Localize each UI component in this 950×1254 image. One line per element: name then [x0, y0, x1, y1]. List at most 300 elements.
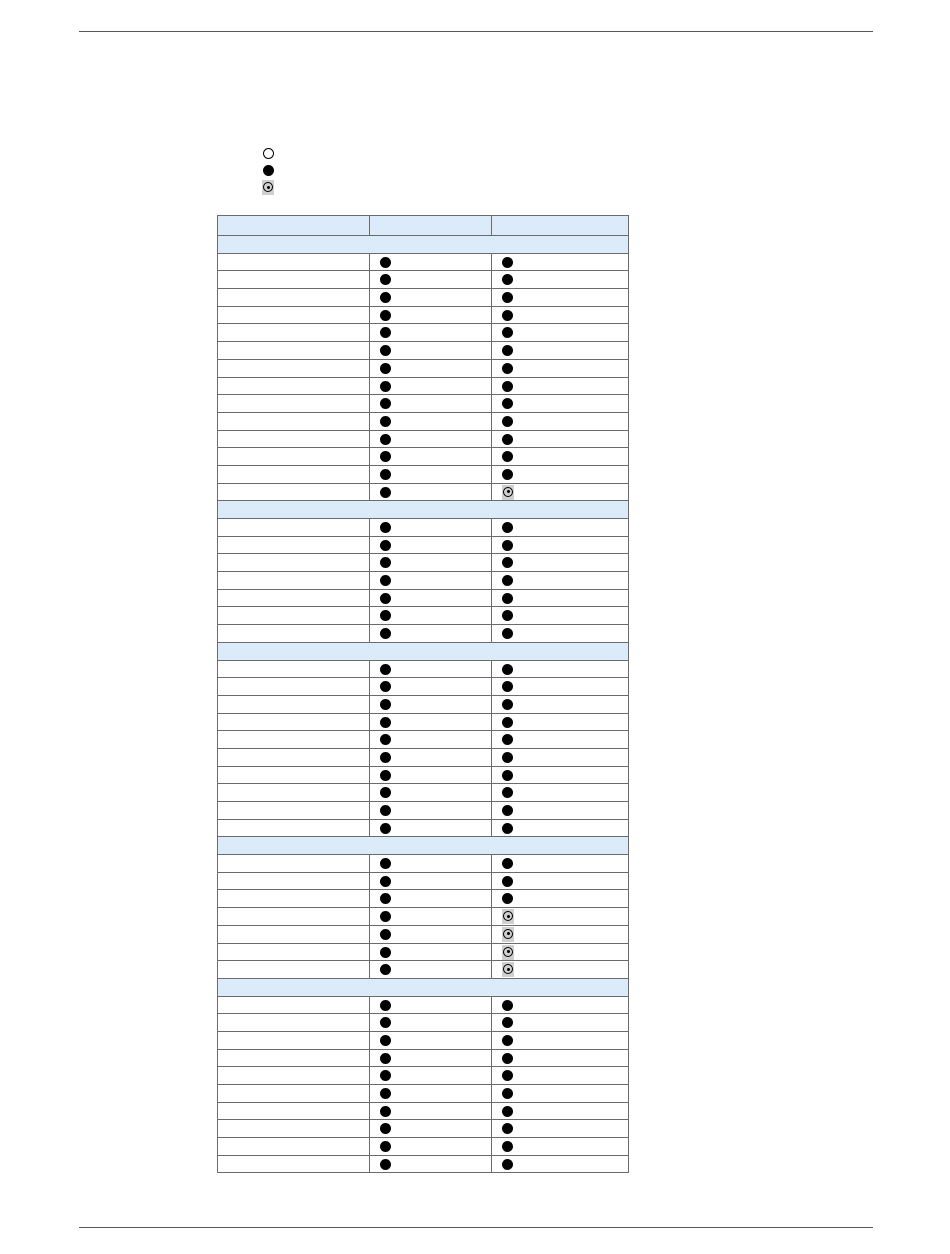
full-circle-icon	[502, 858, 513, 869]
header-cell-column-a	[370, 216, 492, 236]
full-circle-icon	[502, 327, 513, 338]
table-row	[218, 678, 629, 696]
support-cell-column-a	[370, 855, 492, 873]
support-cell-column-a	[370, 271, 492, 289]
support-cell-column-a	[370, 519, 492, 537]
support-cell-column-b	[492, 483, 629, 501]
table-row	[218, 695, 629, 713]
full-circle-icon	[502, 575, 513, 586]
full-circle-icon	[380, 1123, 391, 1134]
full-circle-icon	[380, 363, 391, 374]
row-label-cell	[218, 695, 370, 713]
full-circle-icon	[380, 893, 391, 904]
table-row	[218, 855, 629, 873]
table-row	[218, 660, 629, 678]
support-cell-column-a	[370, 589, 492, 607]
full-circle-icon	[502, 893, 513, 904]
row-label-cell	[218, 377, 370, 395]
full-circle-icon	[380, 929, 391, 940]
full-circle-icon	[502, 805, 513, 816]
full-circle-icon	[502, 681, 513, 692]
table-row	[218, 289, 629, 307]
support-cell-column-a	[370, 289, 492, 307]
support-cell-column-b	[492, 731, 629, 749]
full-circle-icon	[502, 310, 513, 321]
full-circle-icon	[502, 1070, 513, 1081]
support-cell-column-a	[370, 1067, 492, 1085]
table-row	[218, 395, 629, 413]
row-label-cell	[218, 731, 370, 749]
full-circle-icon	[380, 664, 391, 675]
support-cell-column-a	[370, 961, 492, 979]
table-row	[218, 377, 629, 395]
full-circle-icon	[502, 699, 513, 710]
full-circle-icon	[502, 1035, 513, 1046]
full-circle-icon	[502, 1017, 513, 1028]
full-circle-icon	[380, 805, 391, 816]
full-circle-icon	[380, 1070, 391, 1081]
table-row	[218, 359, 629, 377]
support-cell-column-a	[370, 1155, 492, 1173]
support-cell-column-b	[492, 324, 629, 342]
full-circle-icon	[502, 257, 513, 268]
full-circle-icon	[380, 1053, 391, 1064]
table-row	[218, 766, 629, 784]
support-cell-column-a	[370, 996, 492, 1014]
full-circle-icon	[380, 681, 391, 692]
row-label-cell	[218, 1120, 370, 1138]
support-cell-column-b	[492, 872, 629, 890]
row-label-cell	[218, 589, 370, 607]
support-cell-column-b	[492, 855, 629, 873]
support-cell-column-b	[492, 625, 629, 643]
table-row	[218, 1031, 629, 1049]
support-cell-column-b	[492, 1138, 629, 1156]
row-label-cell	[218, 678, 370, 696]
full-circle-icon	[380, 858, 391, 869]
section-label	[218, 837, 629, 855]
full-circle-icon	[380, 327, 391, 338]
full-circle-icon	[502, 752, 513, 763]
table-row	[218, 430, 629, 448]
partial-circle-icon	[502, 909, 514, 924]
full-circle-icon	[502, 1088, 513, 1099]
partial-circle-icon	[262, 180, 274, 195]
support-cell-column-b	[492, 448, 629, 466]
full-circle-icon	[380, 964, 391, 975]
table-row	[218, 465, 629, 483]
full-circle-icon	[502, 381, 513, 392]
full-circle-icon	[380, 734, 391, 745]
support-cell-column-b	[492, 802, 629, 820]
full-circle-icon	[380, 434, 391, 445]
full-circle-icon	[380, 469, 391, 480]
support-cell-column-a	[370, 802, 492, 820]
row-label-cell	[218, 412, 370, 430]
full-circle-icon	[502, 522, 513, 533]
support-cell-column-a	[370, 572, 492, 590]
full-circle-icon	[502, 770, 513, 781]
full-circle-icon	[380, 876, 391, 887]
table-row	[218, 1014, 629, 1032]
full-circle-icon	[380, 787, 391, 798]
section-label	[218, 978, 629, 996]
full-circle-icon	[502, 274, 513, 285]
footer-rule	[79, 1227, 873, 1228]
row-label-cell	[218, 766, 370, 784]
support-cell-column-b	[492, 748, 629, 766]
section-label	[218, 236, 629, 254]
support-cell-column-a	[370, 819, 492, 837]
support-cell-column-b	[492, 607, 629, 625]
symbol-legend	[262, 145, 276, 196]
full-circle-icon	[502, 823, 513, 834]
support-cell-column-b	[492, 660, 629, 678]
row-label-cell	[218, 961, 370, 979]
support-cell-column-b	[492, 395, 629, 413]
section-header-row	[218, 837, 629, 855]
row-label-cell	[218, 306, 370, 324]
support-cell-column-a	[370, 890, 492, 908]
row-label-cell	[218, 448, 370, 466]
support-cell-column-b	[492, 961, 629, 979]
full-circle-icon	[380, 540, 391, 551]
row-label-cell	[218, 1155, 370, 1173]
full-circle-icon	[380, 717, 391, 728]
row-label-cell	[218, 819, 370, 837]
partial-circle-icon	[502, 485, 514, 500]
table-header-row	[218, 216, 629, 236]
partial-circle-icon	[502, 962, 514, 977]
table-row	[218, 536, 629, 554]
support-cell-column-b	[492, 253, 629, 271]
row-label-cell	[218, 784, 370, 802]
support-cell-column-a	[370, 660, 492, 678]
table-row	[218, 271, 629, 289]
partial-circle-icon	[502, 927, 514, 942]
table-row	[218, 448, 629, 466]
support-cell-column-b	[492, 890, 629, 908]
table-row	[218, 625, 629, 643]
full-circle-icon	[380, 593, 391, 604]
full-circle-icon	[380, 451, 391, 462]
full-circle-icon	[502, 469, 513, 480]
row-label-cell	[218, 713, 370, 731]
full-circle-icon	[502, 876, 513, 887]
table-row	[218, 589, 629, 607]
row-label-cell	[218, 1102, 370, 1120]
section-header-row	[218, 642, 629, 660]
support-cell-column-b	[492, 572, 629, 590]
support-cell-column-a	[370, 412, 492, 430]
full-circle-icon	[502, 451, 513, 462]
full-circle-icon	[502, 1159, 513, 1170]
support-cell-column-a	[370, 1049, 492, 1067]
row-label-cell	[218, 872, 370, 890]
full-circle-icon	[380, 398, 391, 409]
support-cell-column-b	[492, 519, 629, 537]
empty-circle-icon	[263, 148, 274, 159]
table-row	[218, 943, 629, 961]
full-circle-icon	[502, 345, 513, 356]
full-circle-icon	[380, 1035, 391, 1046]
legend-item-empty	[262, 145, 276, 162]
support-cell-column-b	[492, 1102, 629, 1120]
row-label-cell	[218, 395, 370, 413]
row-label-cell	[218, 554, 370, 572]
support-cell-column-a	[370, 695, 492, 713]
full-circle-icon	[502, 398, 513, 409]
row-label-cell	[218, 607, 370, 625]
support-cell-column-b	[492, 271, 629, 289]
header-cell-column-b	[492, 216, 629, 236]
support-cell-column-a	[370, 448, 492, 466]
row-label-cell	[218, 890, 370, 908]
support-cell-column-a	[370, 465, 492, 483]
full-circle-icon	[380, 1141, 391, 1152]
support-cell-column-b	[492, 943, 629, 961]
support-cell-column-a	[370, 908, 492, 926]
support-cell-column-b	[492, 377, 629, 395]
support-cell-column-a	[370, 1085, 492, 1103]
support-cell-column-b	[492, 1031, 629, 1049]
row-label-cell	[218, 802, 370, 820]
full-circle-icon	[380, 610, 391, 621]
support-cell-column-a	[370, 1102, 492, 1120]
support-cell-column-a	[370, 324, 492, 342]
full-circle-icon	[502, 593, 513, 604]
full-circle-icon	[502, 557, 513, 568]
full-circle-icon	[380, 752, 391, 763]
support-cell-column-b	[492, 1085, 629, 1103]
full-circle-icon	[380, 487, 391, 498]
table-row	[218, 1049, 629, 1067]
table-row	[218, 1102, 629, 1120]
row-label-cell	[218, 1049, 370, 1067]
full-circle-icon	[380, 274, 391, 285]
table-row	[218, 713, 629, 731]
support-cell-column-a	[370, 925, 492, 943]
support-cell-column-a	[370, 306, 492, 324]
support-cell-column-a	[370, 678, 492, 696]
table-row	[218, 819, 629, 837]
support-cell-column-a	[370, 748, 492, 766]
table-row	[218, 342, 629, 360]
legend-item-partial	[262, 179, 276, 196]
support-cell-column-a	[370, 1031, 492, 1049]
table-row	[218, 607, 629, 625]
support-cell-column-b	[492, 589, 629, 607]
support-cell-column-a	[370, 395, 492, 413]
support-cell-column-b	[492, 1120, 629, 1138]
table-row	[218, 1067, 629, 1085]
full-circle-icon	[380, 699, 391, 710]
support-cell-column-a	[370, 483, 492, 501]
row-label-cell	[218, 324, 370, 342]
full-circle-icon	[380, 823, 391, 834]
row-label-cell	[218, 253, 370, 271]
support-cell-column-b	[492, 1014, 629, 1032]
row-label-cell	[218, 536, 370, 554]
row-label-cell	[218, 271, 370, 289]
full-circle-icon	[380, 522, 391, 533]
row-label-cell	[218, 483, 370, 501]
table-row	[218, 890, 629, 908]
support-cell-column-a	[370, 377, 492, 395]
support-cell-column-a	[370, 625, 492, 643]
full-circle-icon	[380, 292, 391, 303]
table-row	[218, 748, 629, 766]
table-row	[218, 412, 629, 430]
section-header-row	[218, 236, 629, 254]
row-label-cell	[218, 996, 370, 1014]
table-row	[218, 961, 629, 979]
table-row	[218, 925, 629, 943]
section-label	[218, 501, 629, 519]
support-cell-column-a	[370, 607, 492, 625]
support-cell-column-b	[492, 925, 629, 943]
support-cell-column-a	[370, 713, 492, 731]
row-label-cell	[218, 943, 370, 961]
row-label-cell	[218, 572, 370, 590]
full-circle-icon	[263, 165, 274, 176]
support-cell-column-b	[492, 996, 629, 1014]
row-label-cell	[218, 908, 370, 926]
full-circle-icon	[502, 1053, 513, 1064]
row-label-cell	[218, 748, 370, 766]
row-label-cell	[218, 660, 370, 678]
support-cell-column-a	[370, 784, 492, 802]
support-cell-column-a	[370, 1014, 492, 1032]
support-cell-column-b	[492, 908, 629, 926]
support-cell-column-a	[370, 766, 492, 784]
full-circle-icon	[502, 540, 513, 551]
support-cell-column-b	[492, 819, 629, 837]
row-label-cell	[218, 465, 370, 483]
row-label-cell	[218, 430, 370, 448]
full-circle-icon	[380, 557, 391, 568]
support-cell-column-a	[370, 1138, 492, 1156]
support-cell-column-b	[492, 713, 629, 731]
row-label-cell	[218, 855, 370, 873]
table-row	[218, 554, 629, 572]
full-circle-icon	[502, 610, 513, 621]
support-cell-column-a	[370, 359, 492, 377]
support-cell-column-b	[492, 554, 629, 572]
full-circle-icon	[502, 416, 513, 427]
row-label-cell	[218, 1014, 370, 1032]
row-label-cell	[218, 925, 370, 943]
full-circle-icon	[502, 1123, 513, 1134]
support-cell-column-a	[370, 872, 492, 890]
full-circle-icon	[380, 1106, 391, 1117]
support-cell-column-b	[492, 289, 629, 307]
table-row	[218, 519, 629, 537]
table-row	[218, 306, 629, 324]
full-circle-icon	[380, 345, 391, 356]
section-header-row	[218, 501, 629, 519]
full-circle-icon	[380, 381, 391, 392]
full-circle-icon	[380, 947, 391, 958]
table-row	[218, 324, 629, 342]
support-cell-column-a	[370, 554, 492, 572]
full-circle-icon	[502, 717, 513, 728]
table-row	[218, 483, 629, 501]
support-cell-column-a	[370, 342, 492, 360]
support-cell-column-b	[492, 695, 629, 713]
header-rule	[79, 31, 873, 32]
full-circle-icon	[380, 770, 391, 781]
support-cell-column-b	[492, 342, 629, 360]
row-label-cell	[218, 1067, 370, 1085]
support-cell-column-b	[492, 465, 629, 483]
full-circle-icon	[380, 1088, 391, 1099]
support-cell-column-b	[492, 536, 629, 554]
support-cell-column-a	[370, 536, 492, 554]
full-circle-icon	[380, 1017, 391, 1028]
table-row	[218, 1155, 629, 1173]
support-cell-column-a	[370, 430, 492, 448]
row-label-cell	[218, 1031, 370, 1049]
full-circle-icon	[380, 1159, 391, 1170]
full-circle-icon	[502, 664, 513, 675]
row-label-cell	[218, 1138, 370, 1156]
table-row	[218, 572, 629, 590]
full-circle-icon	[380, 1000, 391, 1011]
section-label	[218, 642, 629, 660]
support-cell-column-a	[370, 253, 492, 271]
full-circle-icon	[502, 787, 513, 798]
support-cell-column-b	[492, 766, 629, 784]
support-cell-column-b	[492, 1155, 629, 1173]
support-cell-column-b	[492, 784, 629, 802]
support-matrix-table	[217, 215, 629, 1173]
support-cell-column-b	[492, 1049, 629, 1067]
full-circle-icon	[502, 1000, 513, 1011]
full-circle-icon	[502, 363, 513, 374]
table-row	[218, 1085, 629, 1103]
legend-item-full	[262, 162, 276, 179]
full-circle-icon	[380, 310, 391, 321]
full-circle-icon	[502, 1141, 513, 1152]
full-circle-icon	[502, 292, 513, 303]
table-row	[218, 784, 629, 802]
row-label-cell	[218, 519, 370, 537]
row-label-cell	[218, 1085, 370, 1103]
support-cell-column-a	[370, 943, 492, 961]
full-circle-icon	[380, 257, 391, 268]
support-cell-column-b	[492, 306, 629, 324]
support-cell-column-b	[492, 678, 629, 696]
table-row	[218, 872, 629, 890]
support-cell-column-b	[492, 1067, 629, 1085]
table-row	[218, 996, 629, 1014]
full-circle-icon	[380, 911, 391, 922]
support-cell-column-b	[492, 359, 629, 377]
support-cell-column-b	[492, 430, 629, 448]
full-circle-icon	[380, 416, 391, 427]
row-label-cell	[218, 342, 370, 360]
table-row	[218, 253, 629, 271]
full-circle-icon	[502, 628, 513, 639]
row-label-cell	[218, 289, 370, 307]
table-row	[218, 908, 629, 926]
full-circle-icon	[380, 575, 391, 586]
full-circle-icon	[502, 734, 513, 745]
support-cell-column-a	[370, 731, 492, 749]
full-circle-icon	[502, 434, 513, 445]
row-label-cell	[218, 359, 370, 377]
